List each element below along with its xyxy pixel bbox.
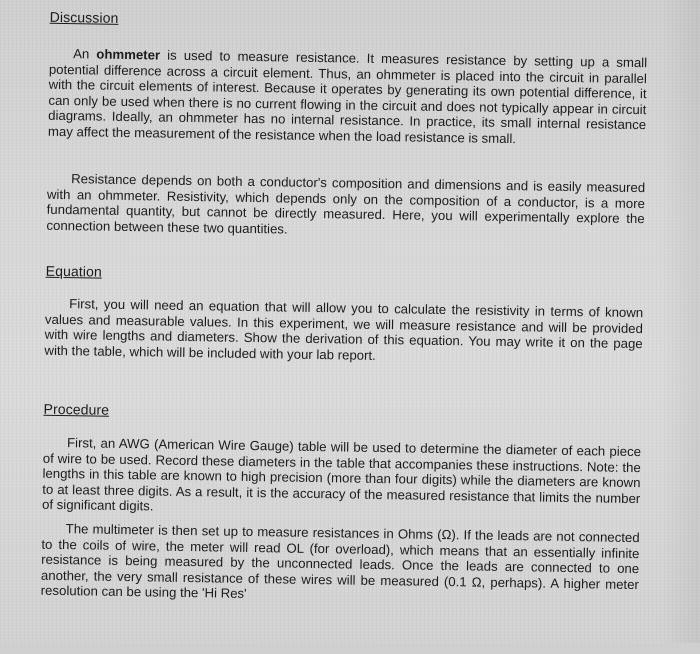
- equation-p1-text: First, you will need an equation that will allow you to calculate the resistivity in terms of known values and measurable values. In this experiment, we will measure resistance and will be provided with wire lengths and diameters. Show the derivation of this equation. You may write it on the page with the table, which will be included with your lab report.: [44, 296, 644, 363]
- discussion-heading: Discussion: [49, 8, 119, 26]
- procedure-heading: Procedure: [43, 400, 110, 418]
- discussion-p2-text: Resistance depends on both a conductor's composition and dimensions and is easily measured with an ohmmeter. Resistivity, which depends only on the composition of a conductor, is a more fundamental quantity, but cannot be directly measured. Here, you will experimentally explore the connection between these two quantities.: [46, 171, 646, 237]
- procedure-paragraph-2: [41, 521, 640, 608]
- procedure-paragraph-1: [42, 435, 641, 522]
- discussion-paragraph-1: [48, 46, 647, 149]
- equation-paragraph-1: [44, 296, 643, 368]
- discussion-p1-after: is used to measure resistance. It measures resistance by setting up a small potential difference across a circuit element. Thus, an ohmmeter is placed into the circuit in parallel with the circuit elements of interest. Because it operates by generating its own potential difference, it can only be used when there is no current flowing in the circuit and does not typically appear in circuit diagrams. Ideally, an ohmmeter has no internal resistance. In practice, its small internal resistance may affect the measurement of the resistance when the load resistance is small.: [47, 47, 648, 147]
- equation-heading: Equation: [45, 262, 102, 280]
- discussion-p1-before: An: [73, 46, 97, 62]
- procedure-p1-text: First, an AWG (American Wire Gauge) table will be used to determine the diameter of each piece of wire to be used. Record these diameters in the table that accompanies these instructions. Note: the lengths in this table are known to high precision (more than four digits) while the diameters are known to at least three digits. As a result, it is the accuracy of the measured resistance that limits the number of significant digits.: [41, 435, 642, 514]
- ohmmeter-term: ohmmeter: [96, 46, 161, 63]
- discussion-paragraph-2: [46, 171, 645, 243]
- procedure-p2-text: The multimeter is then set up to measure resistances in Ohms (Ω). If the leads are not connected to the coils of wire, the meter will read OL (for overload), which means that an essentially infinite resistance is being measured by the unconnected leads. Once the leads are connected to one another, the very small resistance of these wires will be measured (0.1 Ω, perhaps). A higher meter resolution can be using the 'Hi Res': [40, 521, 640, 602]
